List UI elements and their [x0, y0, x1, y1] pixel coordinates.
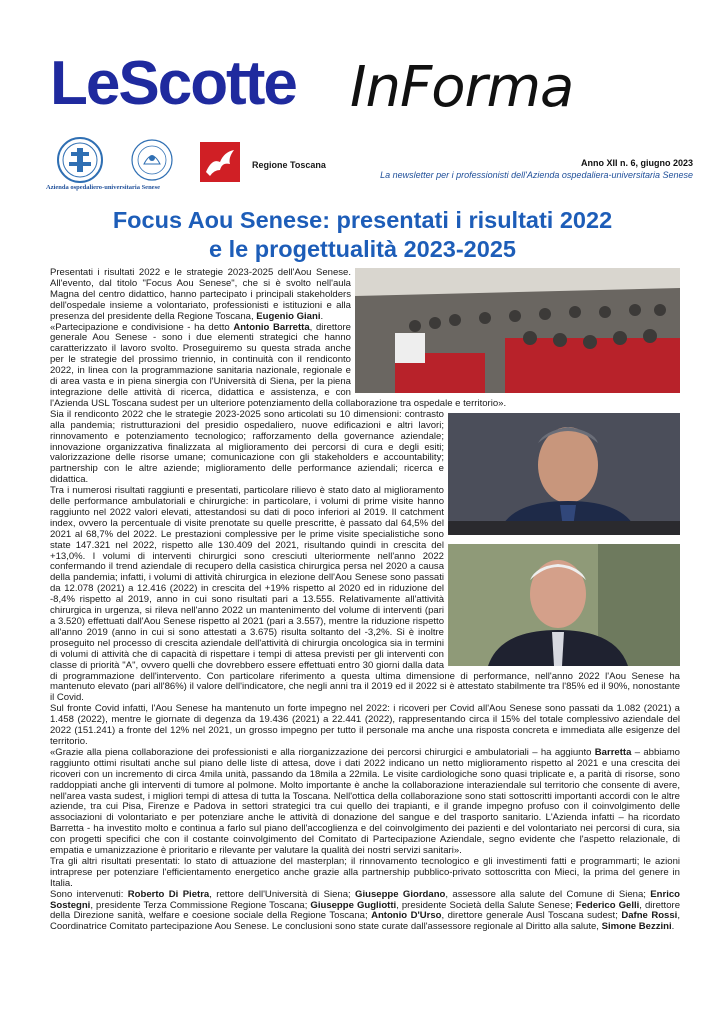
name-antonio-barretta: Antonio Barretta	[233, 321, 310, 333]
name-eugenio-giani: Eugenio Giani	[256, 310, 321, 322]
name-giuseppe-gugliotti: Giuseppe Gugliotti	[310, 899, 397, 911]
paragraph-covid: Sul fronte Covid infatti, l'Aou Senese ha mantenuto un forte impegno nel 2022: i ricoveri per Covid all'Aou Senese sono passati da 1.082 (2021) a 1.458 (2022), mentre le giornate di degenza da 19.436 (2021) a 22.441 (2022), rappresentando circa il 15% del totale complessivo aziendale del 2022 (151.241) a fronte del 12% nel 2021, un grosso impegno per tutto il personale ma anche una risposta concreta e immediata alle esigenze del territorio.	[50, 703, 680, 747]
speaker-elder-portrait-photo	[448, 544, 680, 666]
paragraph-barretta-quote: «Partecipazione e condivisione - ha detto Antonio Barretta, direttore generale Aou Senese - sono i due elementi strategici che hanno caratterizzato il lavoro svolto. Proseguiremo su questa strada anche per le strategie del prossimo triennio, in continuità con il rendiconto 2022, in linea con la programmazione sanitaria nazionale, regionale e di area vasta e in piena sinergia con l'Università di Siena, per la piena integrazione delle attività di ricerca, didattica e assistenza, e con l'Azienda USL Toscana sudest per un ulteriore potenziamento della collaborazione tra ospedale e territorio».	[50, 321, 507, 409]
masthead-informa: InForma	[350, 55, 574, 120]
name-antonio-durso: Antonio D'Urso	[371, 910, 442, 922]
pegasus-icon	[198, 140, 242, 184]
headline-line-2: e le progettualità 2023-2025	[209, 236, 516, 262]
headline	[40, 206, 685, 264]
paragraph-dimensions: Sia il rendiconto 2022 che le strategie 2023-2025 sono articolati su 10 dimensioni: contrasto alla pandemia; ristrutturazioni del presidio ospedaliero, nuove edificazioni e altri lavori; rinnovamento e potenziamento tecnologico; rafforzamento della governance aziendale; innovazione organizzativa finalizzata al miglioramento dei percorsi di cura e degli esiti; valorizzazione delle risorse umane; comunicazione con gli stakeholders e accountability; partnership con le altre aziende; miglioramento delle performance aziendali; ricerca e didattica.	[50, 408, 444, 486]
aou-caption: Azienda ospedaliero-universitaria Senese	[46, 184, 160, 191]
aou-seal-icon	[50, 136, 110, 186]
paragraph-masterplan: Tra gli altri risultati presentati: lo stato di attuazione del masterplan; il rinnovamento tecnologico e gli investimenti fatti e programmarti; le azioni intraprese per potenziare l'efficientamento energetico anche grazie alla partnership pubblico-privato sottoscritta con Mieci, la prima del genere in Italia.	[50, 855, 680, 889]
issue-number: Anno XII n. 6, giugno 2023	[580, 158, 693, 168]
newsletter-tagline: La newsletter per i professionisti dell'Azienda ospedaliera-universitaria Senese	[380, 170, 693, 180]
name-barretta: Barretta	[594, 746, 632, 758]
name-enrico-sostegni: Enrico Sostegni	[50, 888, 681, 911]
name-roberto-di-pietra: Roberto Di Pietra	[127, 888, 210, 900]
unisi-logo	[130, 138, 174, 182]
name-federico-gelli: Federico Gelli	[575, 899, 640, 911]
name-giuseppe-giordano: Giuseppe Giordano	[355, 888, 446, 900]
paragraph-speakers: Sono intervenuti: Roberto Di Pietra, rettore dell'Università di Siena; Giuseppe Giordano, assessore alla salute del Comune di Siena; Enrico Sostegni, presidente Terza Commissione Regione Toscana; Giuseppe Gugliotti, presidente Società della Salute Senese; Federico Gelli, direttore della Direzione sanità, welfare e coesione sociale della Regione Toscana; Antonio D'Urso, direttore generale Ausl Toscana sudest; Dafne Rossi, Coordinatrice Comitato partecipazione Aou Senese. Le conclusioni sono state curate dall'assessore regionale al Diritto alla salute, Simone Bezzini.	[50, 888, 681, 933]
paragraph-performance: Tra i numerosi risultati raggiunti e presentati, particolare rilievo è stato dato al miglioramento delle performance ambulatoriali e chirurgiche: in particolare, i volumi di prime visite hanno raggiunto nel 2022 valori elevati, attestandosi su dati di poco inferiori al 2019. Il catchment index, ovvero la percentuale di visite prenotate su quelle prescritte, è passato dal 64,5% del 2021 al 68,7% del 2022. Le prestazioni complessive per le prime visite specialistiche sono state 147.321 nel 2022, rispetto alle 130.409 del 2021, risultando quindi in crescita del +13,0%. I volumi di interventi chirurgici sono cresciuti ulteriormente nell'anno 2022 confermando il trend aziendale di recupero della casistica chirurgica persa nel 2020 a causa della pandemia; infatti, i volumi di attività chirurgica in elezione dell'Aou Senese sono passati da 12.078 (2021) a 12.416 (2022) in crescita del +19% rispetto al 2020 ed in riduzione del -8,4% rispetto al 2019, anno in cui sono risultati pari a 13.555. Relativamente all'attività chirurgica in urgenza, si rileva nell'anno 2022 un mantenimento del volume di interventi (pari a 3.520) effettuati dall'Aou Senese rispetto al 2021 (pari a 3.557), mentre la riduzione rispetto all'anno 2019 (anno in cui si sono attestati a 3.675) risulta soltanto del -3,2%. Si è inoltre proseguito nel processo di crescita aziendale dell'attività di chirurgia oncologica sia in termini di volumi di attività che di capacità di rispettare i tempi di attesa previsti per gli interventi con classe di priorità "A", ovvero quelli che dovrebbero essere effettuati entro 30 giorni dalla data di programmazione dell'intervento. Con particolare riferimento a questa ultima dimensione di performance, nell'anno 2022 l'Aou Senese ha mantenuto elevato (pari all'86%) il valore dell'indicatore, che negli anni tra il 2019 ed il 2022 si è attestato stabilmente tra l'85% ed il 90%, nonostante il Covid.	[50, 485, 680, 704]
masthead-lescotte: LeScotte	[50, 49, 296, 118]
regione-toscana-label: Regione Toscana	[252, 160, 326, 170]
headline-line-1: Focus Aou Senese: presentati i risultati 2022	[112, 207, 613, 233]
regione-toscana-logo	[198, 140, 242, 184]
paragraph-barretta-liste-attesa: «Grazie alla piena collaborazione dei professionisti e alla riorganizzazione dei percorsi chirurgici e ambulatoriali – ha aggiunto Barretta – abbiamo raggiunto ottimi risultati anche sul piano delle liste di attesa, dove i dati 2022 indicano un netto miglioramento rispetto al 2021 e una crescita dei ricoveri con un incremento di circa 4mila unità, passando da 18mila a 22mila. Le visite cardiologiche sono quasi triplicate e, a parità di risorse, sono raddoppiati anche gli interventi di tumore al polmone. Molto importante è anche la collaborazione interaziendale sul territorio che consente di avere, nell'area vasta sudest, i migliori tempi di attesa di tutta la Toscana. Nell'ottica della collaborazione sono stati sottoscritti importanti accordi con le altre aziende, tra cui Pisa, Firenze e Padova in settori strategici tra cui quello dei trapianti, e il grande impegno profuso con il coinvolgimento delle associazioni di volontariato e per potenziare anche le attività di donazione del sangue e del trasporto sanitario. L'Azienda infatti – ha ricordato Barretta - ha investito molto e continua a farlo sul piano dell'accoglienza e del coinvolgimento dei pazienti e del volontariato nei percorsi di cura, sia con progetti specifici che con il costante coinvolgimento del Comitato di Partecipazione Aziendale, segno evidente che l'aspetto relazionale, di empatia e umanizzazione è prioritario e rilevante per valutare la qualità dei nostri servizi sanitari».	[50, 746, 680, 857]
masthead	[50, 44, 690, 124]
name-simone-bezzini: Simone Bezzini	[601, 921, 672, 933]
paragraph-intro: Presentati i risultati 2022 e le strategie 2023-2025 dell'Aou Senese. All'evento, dal titolo "Focus Aou Senese", che si è svolto nell'aula Magna del centro didattico, hanno partecipato i principali stakeholders dell'ospedale insieme a volontariato, professionisti e istituzioni e alla presenza del presidente della Regione Toscana, Eugenio Giani.	[50, 267, 351, 322]
speaker-portrait-photo	[448, 413, 680, 535]
name-dafne-rossi: Dafne Rossi	[621, 910, 678, 922]
university-seal-icon	[130, 138, 174, 182]
article-body	[50, 268, 680, 933]
aou-logo	[46, 136, 160, 196]
auditorium-audience-photo	[355, 268, 680, 393]
